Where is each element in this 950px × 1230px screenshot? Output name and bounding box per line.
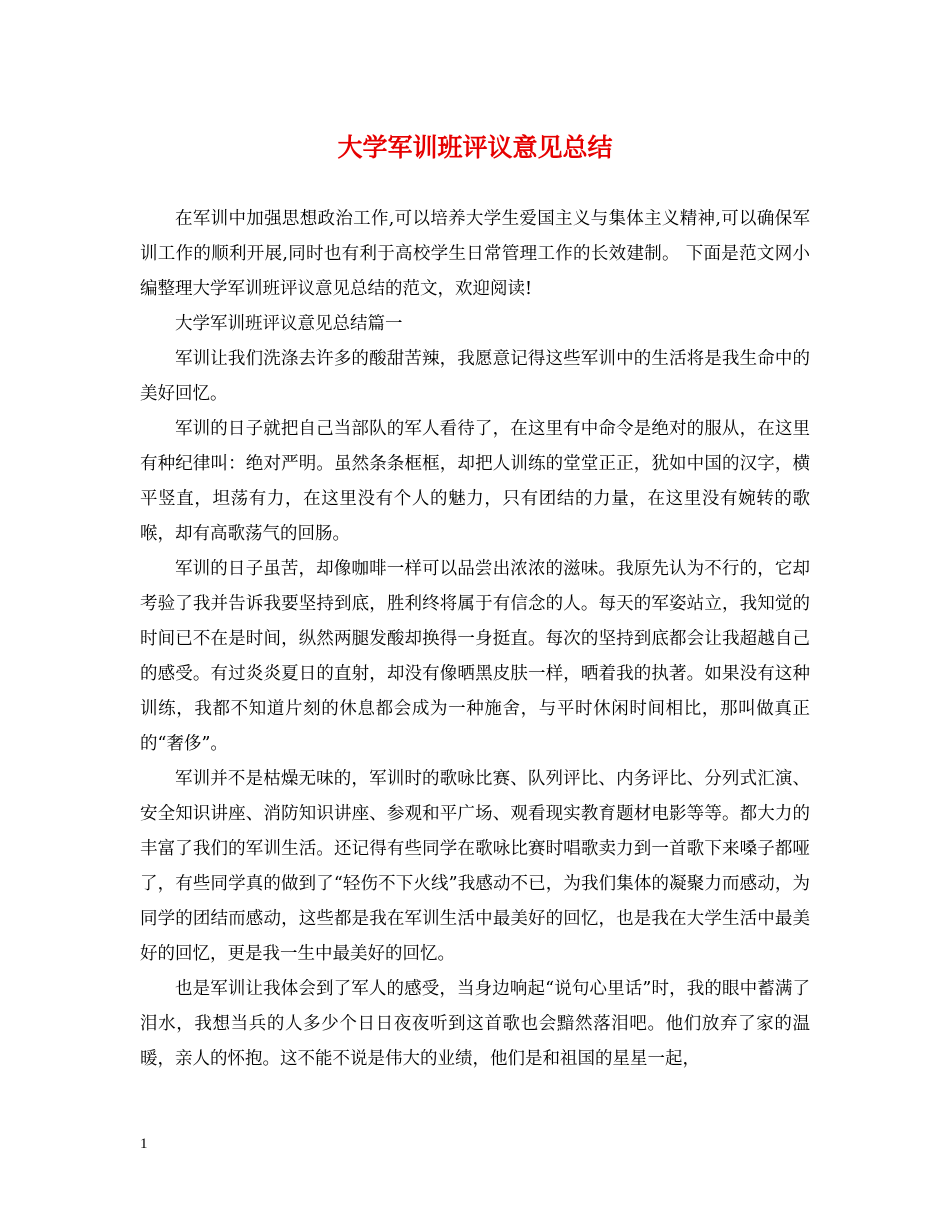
body-paragraph: 军训让我们洗涤去许多的酸甜苦辣，我愿意记得这些军训中的生活将是我生命中的美好回忆。: [140, 349, 810, 404]
intro-paragraph: 在军训中加强思想政治工作,可以培养大学生爱国主义与集体主义精神,可以确保军训工作的顺利开展,同时也有利于高校学生日常管理工作的长效建制。 下面是范文网小编整理大学军训班评议意见总结的范文，欢迎阅读!: [140, 209, 810, 299]
section-heading: 大学军训班评议意见总结篇一: [175, 314, 403, 334]
document-title: 大学军训班评议意见总结: [337, 133, 613, 162]
body-paragraph: 也是军训让我体会到了军人的感受，当身边响起“说句心里话”时，我的眼中蓄满了泪水，我想当兵的人多少个日日夜夜听到这首歌也会黯然落泪吧。他们放弃了家的温暖，亲人的怀抱。这不能不说是伟大的业绩，他们是和祖国的星星一起，: [140, 979, 810, 1069]
body-paragraph: 军训并不是枯燥无味的，军训时的歌咏比赛、队列评比、内务评比、分列式汇演、安全知识讲座、消防知识讲座、参观和平广场、观看现实教育题材电影等等。都大力的丰富了我们的军训生活。还记得有些同学在歌咏比赛时唱歌卖力到一首歌下来嗓子都哑了，有些同学真的做到了“轻伤不下火线”我感动不已，为我们集体的凝聚力而感动，为同学的团结而感动，这些都是我在军训生活中最美好的回忆，也是我在大学生活中最美好的回忆，更是我一生中最美好的回忆。: [140, 769, 810, 964]
body-paragraph: 军训的日子就把自己当部队的军人看待了，在这里有中命令是绝对的服从，在这里有种纪律叫：绝对严明。虽然条条框框，却把人训练的堂堂正正，犹如中国的汉字，横平竖直，坦荡有力，在这里没有个人的魅力，只有团结的力量，在这里没有婉转的歌喉，却有高歌荡气的回肠。: [140, 419, 810, 544]
page-number: 1: [140, 1136, 148, 1152]
document-body: [140, 202, 810, 1077]
body-paragraph: 军训的日子虽苦，却像咖啡一样可以品尝出浓浓的滋味。我原先认为不行的，它却考验了我并告诉我要坚持到底，胜利终将属于有信念的人。每天的军姿站立，我知觉的时间已不在是时间，纵然两腿发酸却换得一身挺直。每次的坚持到底都会让我超越自己的感受。有过炎炎夏日的直射，却没有像晒黑皮肤一样，晒着我的执著。如果没有这种训练，我都不知道片刻的休息都会成为一种施舍，与平时休闲时间相比，那叫做真正的“奢侈”。: [140, 559, 810, 754]
